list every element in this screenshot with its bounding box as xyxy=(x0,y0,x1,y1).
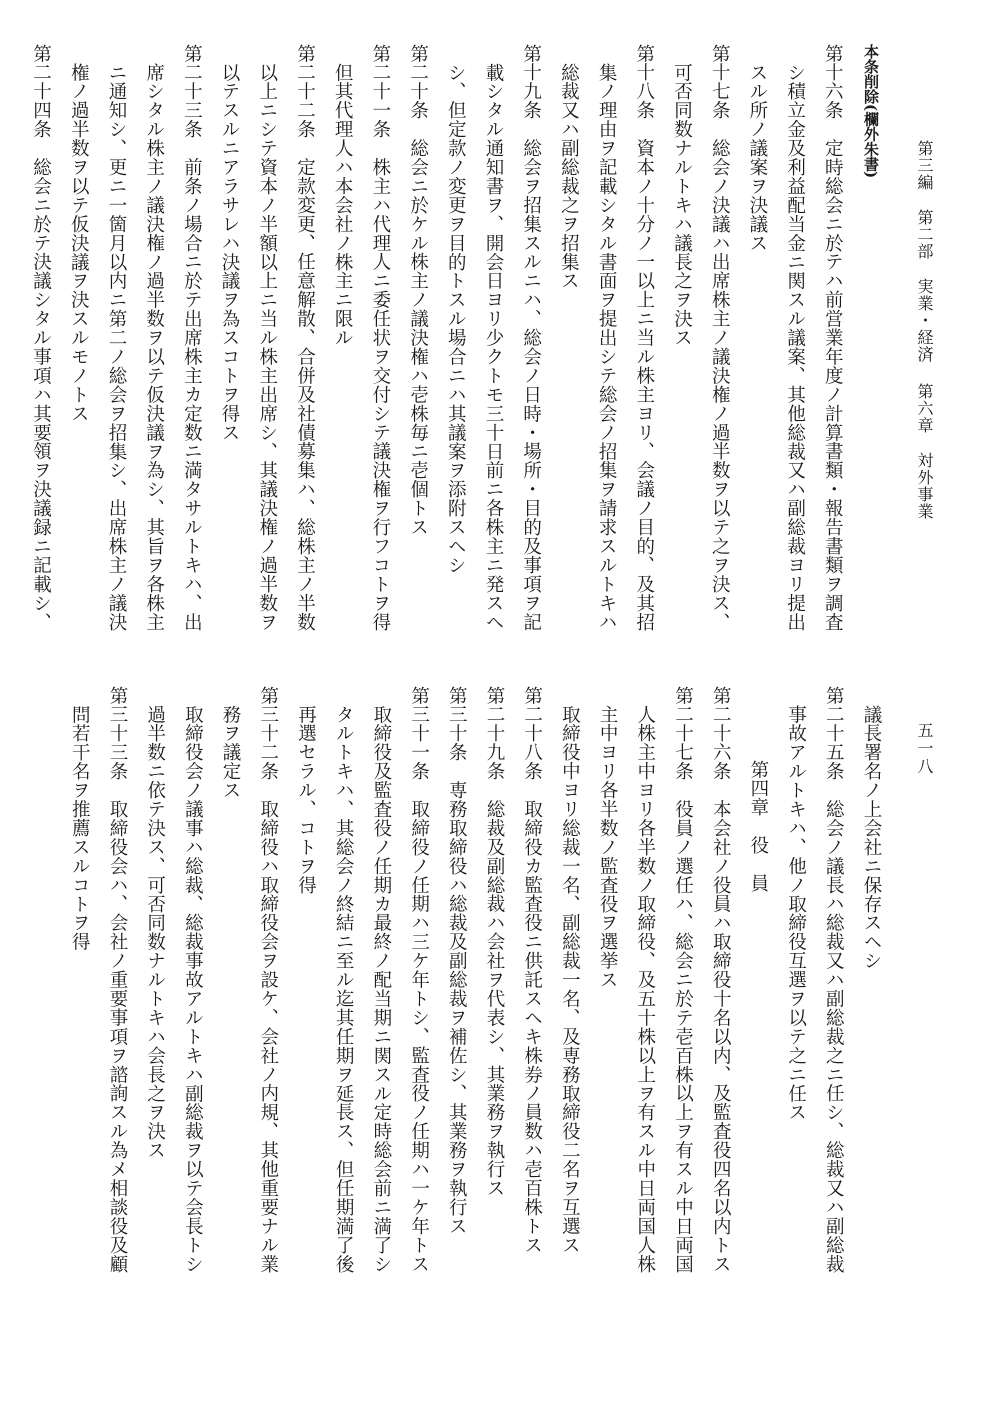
text-line: シ積立金及利益配当金ニ関スル議案、其他総裁又ハ副総裁ヨリ提出 xyxy=(784,62,806,631)
text-line: 第二十条 総会ニ於ケル株主ノ議決権ハ壱株毎ニ壱個トス xyxy=(407,44,429,537)
text-line: 以上ニシテ資本ノ半額以上ニ当ル株主出席シ、其議決権ノ過半数ヲ xyxy=(256,62,278,631)
text-line: ニ通知シ、更ニ一箇月以内ニ第二ノ総会ヲ招集シ、出席株主ノ議決 xyxy=(105,62,127,631)
text-line: 第二十八条 取締役カ監査役ニ供託スヘキ株券ノ員数ハ壱百株トス xyxy=(521,686,543,1255)
text-line: 席シタル株主ノ議決権ノ過半数ヲ以テ仮決議ヲ為シ、其旨ヲ各株主 xyxy=(143,62,165,631)
text-line: 総裁又ハ副総裁之ヲ招集ス xyxy=(558,62,580,290)
text-line: 取締役会ノ議事ハ総裁、総裁事故アルトキハ副総裁ヲ以テ会長トシ xyxy=(182,704,204,1273)
text-line: 問若干名ヲ推薦スルコトヲ得 xyxy=(69,704,91,951)
text-line: 再選セラル、コトヲ得 xyxy=(295,704,317,894)
text-line: 第二十三条 前条ノ場合ニ於テ出席株主カ定数ニ満タサルトキハ、出 xyxy=(181,44,203,632)
text-line: タルトキハ、其総会ノ終結ニ至ル迄其任期ヲ延長ス、但任期満了後 xyxy=(333,704,355,1273)
text-block-bottom xyxy=(66,686,890,1286)
deletion-note: 本条削除(欄外朱書) xyxy=(862,44,880,179)
text-line: 人株主中ヨリ各半数ノ取締役、及五十株以上ヲ有スル中日両国人株 xyxy=(634,704,656,1273)
running-head-section: 第二部 xyxy=(915,209,934,260)
text-line: 第二十四条 総会ニ於テ決議シタル事項ハ其要領ヲ決議録ニ記載シ、 xyxy=(30,44,52,632)
page-number: 五一八 xyxy=(915,722,934,776)
text-line: 務ヲ議定ス xyxy=(220,704,242,800)
text-line: 第三十三条 取締役会ハ、会社ノ重要事項ヲ諮詢スル為メ相談役及顧 xyxy=(106,686,128,1274)
text-line: 権ノ過半数ヲ以テ仮決議ヲ決スルモノトス xyxy=(68,62,90,423)
chapter-heading: 第四章 役 員 xyxy=(747,760,769,893)
text-line: 第二十一条 株主ハ代理人ニ委任状ヲ交付シテ議決権ヲ行フコトヲ得 xyxy=(369,44,391,632)
text-line: 第二十二条 定款変更、任意解散、合併及社債募集ハ、総株主ノ半数 xyxy=(294,44,316,632)
text-line: 集ノ理由ヲ記載シタル書面ヲ提出シテ総会ノ招集ヲ請求スルトキハ xyxy=(596,62,618,631)
text-line: 第二十六条 本会社ノ役員ハ取締役十名以内、及監査役四名以内トス xyxy=(710,686,732,1274)
text-line: 可否同数ナルトキハ議長之ヲ決ス xyxy=(671,62,693,347)
text-line: 載シタル通知書ヲ、開会日ヨリ少クトモ三十日前ニ各株主ニ発スヘ xyxy=(482,62,504,631)
text-line: スル所ノ議案ヲ決議ス xyxy=(746,62,768,252)
text-line: シ、但定款ノ変更ヲ目的トスル場合ニハ其議案ヲ添附スヘシ xyxy=(445,62,467,575)
text-line: 第十六条 定時総会ニ於テハ前営業年度ノ計算書類・報告書類ヲ調査 xyxy=(822,44,844,632)
text-line: 取締役中ヨリ総裁一名、副総裁一名、及専務取締役二名ヲ互選ス xyxy=(559,704,581,1255)
text-line: 取締役及監査役ノ任期カ最終ノ配当期ニ関スル定時総会前ニ満了シ xyxy=(370,704,392,1273)
text-line: 第三十二条 取締役ハ取締役会ヲ設ケ、会社ノ内規、其他重要ナル業 xyxy=(257,686,279,1274)
text-line: 第二十九条 総裁及副総裁ハ会社ヲ代表シ、其業務ヲ執行ス xyxy=(483,686,505,1198)
text-line: 以テスルニアラサレハ決議ヲ為スコトヲ得ス xyxy=(219,62,241,442)
text-line: 過半数ニ依テ決ス、可否同数ナルトキハ会長之ヲ決ス xyxy=(144,704,166,1160)
running-head-subject: 実業・経済 xyxy=(915,278,934,363)
running-head-chapter: 第六章 xyxy=(915,383,934,434)
running-head-chapter-title: 対外事業 xyxy=(915,452,934,520)
text-line: 事故アルトキハ、他ノ取締役互選ヲ以テ之ニ任ス xyxy=(785,704,807,1122)
running-head xyxy=(912,140,936,580)
text-line: 但其代理人ハ本会社ノ株主ニ限ル xyxy=(332,62,354,347)
text-line: 第二十七条 役員ノ選任ハ、総会ニ於テ壱百株以上ヲ有スル中日両国 xyxy=(672,686,694,1274)
text-line: 第十七条 総会ノ決議ハ出席株主ノ議決権ノ過半数ヲ以テ之ヲ決ス、 xyxy=(709,44,731,632)
running-head-part: 第三編 xyxy=(915,140,934,191)
text-line: 第三十一条 取締役ノ任期ハ三ケ年トシ、監査役ノ任期ハ一ケ年トス xyxy=(408,686,430,1274)
text-line: 第三十条 専務取締役ハ総裁及副総裁ヲ補佐シ、其業務ヲ執行ス xyxy=(446,686,468,1236)
text-line: 第十九条 総会ヲ招集スルニハ、総会ノ日時・場所・目的及事項ヲ記 xyxy=(520,44,542,632)
text-line: 議長署名ノ上会社ニ保存スヘシ xyxy=(861,704,882,970)
text-block-top xyxy=(30,44,890,644)
text-line: 主中ヨリ各半数ノ監査役ヲ選挙ス xyxy=(597,704,619,989)
text-line: 第二十五条 総会ノ議長ハ総裁又ハ副総裁之ニ任シ、総裁又ハ副総裁 xyxy=(823,686,845,1274)
text-line: 第十八条 資本ノ十分ノ一以上ニ当ル株主ヨリ、会議ノ目的、及其招 xyxy=(633,44,655,632)
